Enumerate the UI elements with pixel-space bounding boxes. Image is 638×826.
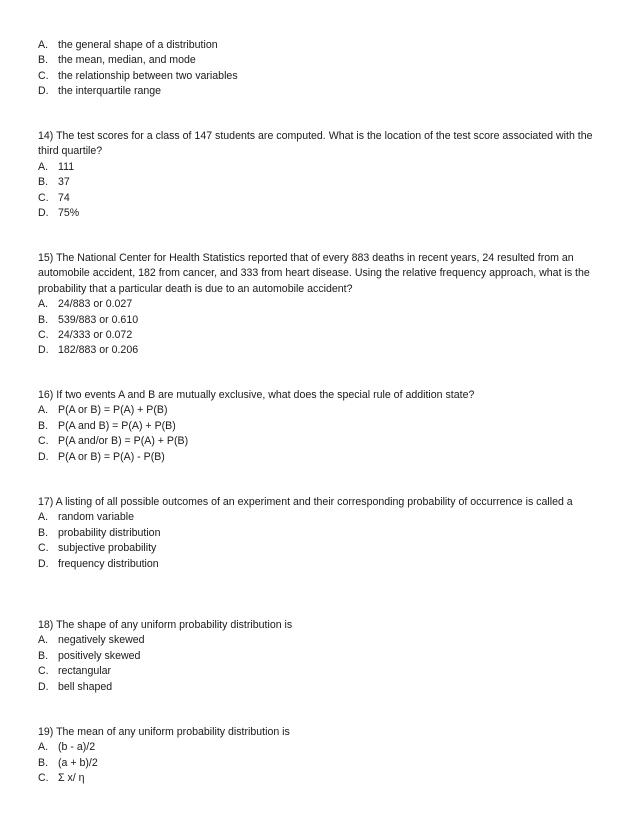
option: B. probability distribution [38,526,161,539]
option: D. P(A or B) = P(A) - P(B) [38,450,165,463]
option: D. bell shaped [38,680,113,693]
question-16 [38,388,598,465]
option: B. positively skewed [38,649,141,662]
option: D. 75% [38,207,80,220]
option: A. negatively skewed [38,634,145,647]
question-13 [38,38,598,100]
option: D. frequency distribution [38,557,159,570]
option: B. (a + b)/2 [38,756,98,769]
option: B. P(A and B) = P(A) + P(B) [38,419,176,432]
option: B. 37 [38,176,70,189]
option: C. P(A and/or B) = P(A) + P(B) [38,435,189,448]
option: C. subjective probability [38,542,157,555]
question-18 [38,618,598,695]
question-15 [38,251,598,359]
option: A. the general shape of a distribution [38,39,218,51]
question-17 [38,495,598,572]
option: C. 74 [38,191,70,204]
option: C. rectangular [38,665,111,678]
question-prompt: 14) The test scores for a class of 147 students are computed. What is the location of the test score associated with the third quartile? [38,130,593,158]
question-prompt: 18) The shape of any uniform probability distribution is [38,619,293,631]
option: B. the mean, median, and mode [38,54,196,67]
option: A. random variable [38,511,134,524]
question-14 [38,129,598,221]
question-prompt: 15) The National Center for Health Statistics reported that of every 883 deaths in recent years, 24 resulted from an automobile accident, 182 from cancer, and 333 from heart disease. Using the relative frequency approach, what is the probability that a particular death is due to an automobile accident? [38,252,590,295]
option: C. Σ x/ η [38,772,85,785]
question-19 [38,725,598,787]
option: D. the interquartile range [38,85,162,98]
option: A. (b - a)/2 [38,741,96,754]
question-prompt: 16) If two events A and B are mutually exclusive, what does the special rule of addition state? [38,389,475,401]
option: B. 539/883 or 0.610 [38,313,139,326]
option: A. 111 [38,160,75,173]
option: C. 24/333 or 0.072 [38,329,133,342]
question-prompt: 19) The mean of any uniform probability distribution is [38,726,290,738]
question-prompt: 17) A listing of all possible outcomes of an experiment and their corresponding probability of occurrence is called a [38,496,573,508]
option: D. 182/883 or 0.206 [38,344,139,357]
option: A. P(A or B) = P(A) + P(B) [38,404,168,417]
option: A. 24/883 or 0.027 [38,298,133,311]
option: C. the relationship between two variables [38,69,238,82]
